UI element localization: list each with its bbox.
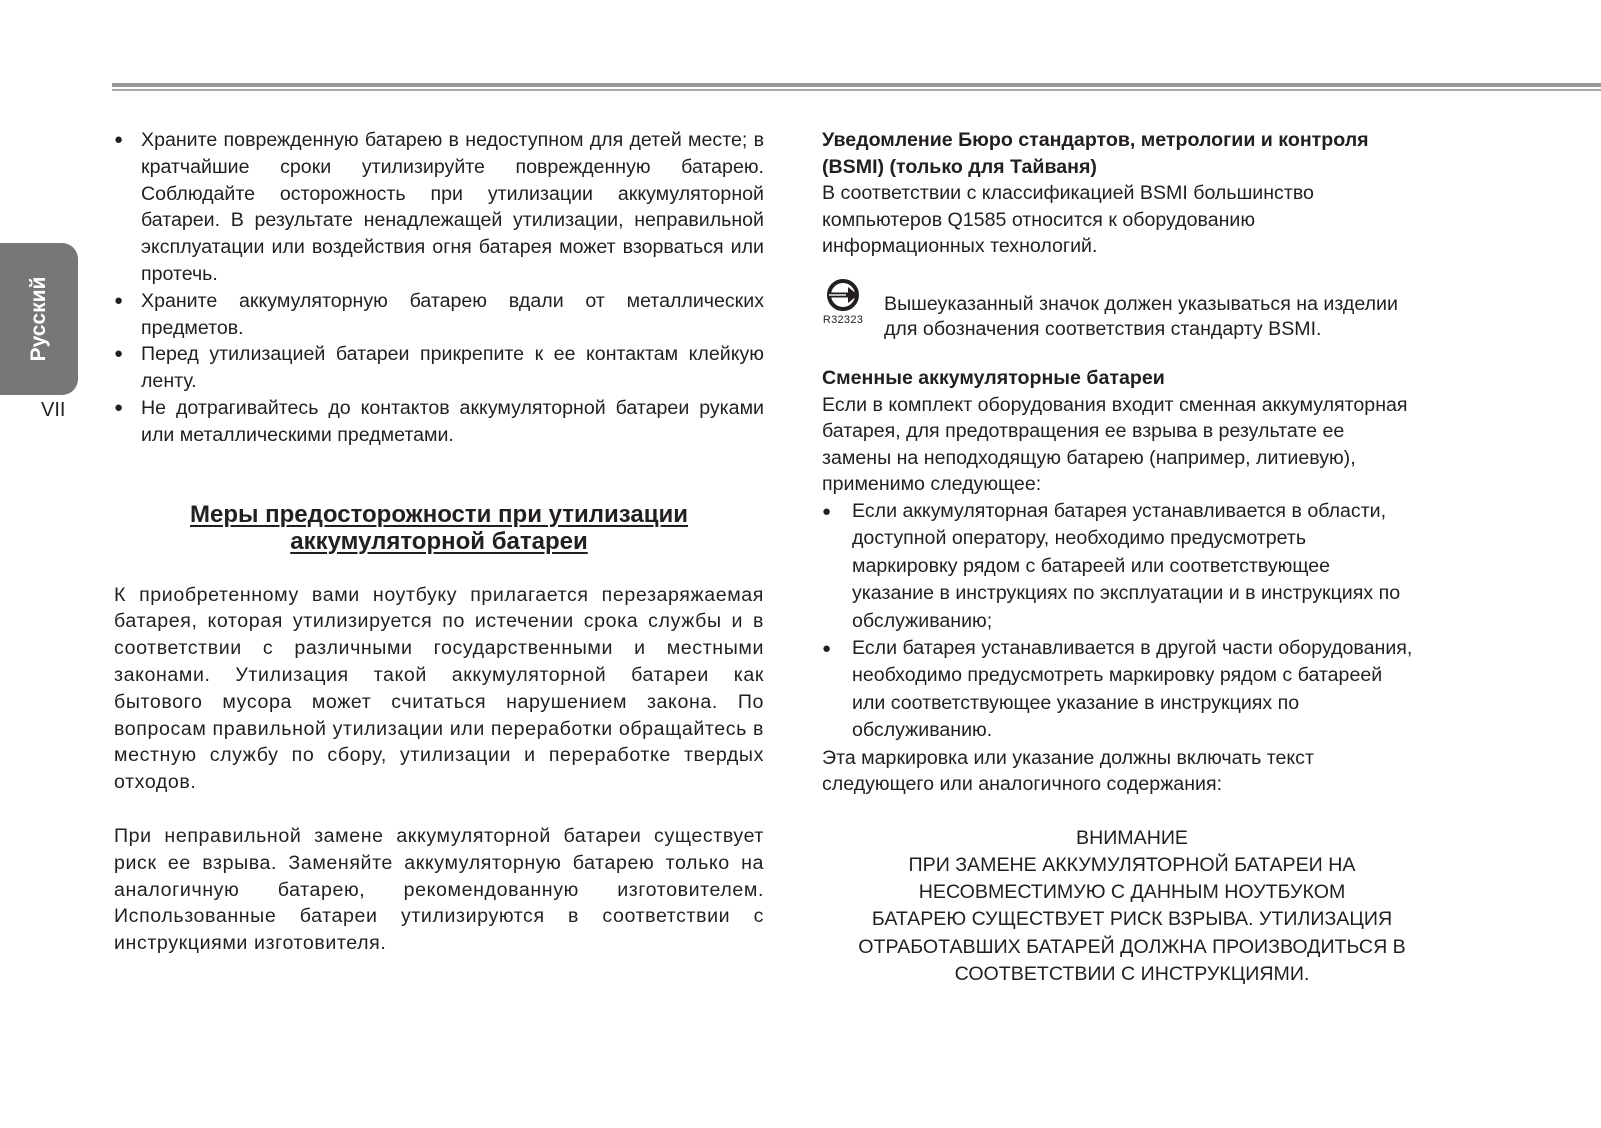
language-tab-label: Русский <box>27 276 50 362</box>
bullet-icon: ● <box>822 502 832 520</box>
bsmi-heading: Уведомление Бюро стандартов, метрологии и контроля (BSMI) (только для Тайваня) <box>822 129 1369 178</box>
language-tab <box>0 243 78 395</box>
bullet-icon: ● <box>114 345 124 363</box>
battery-section <box>822 365 1482 798</box>
list-item: ● Если аккумуляторная батарея устанавливается в области, доступной оператору, необходимо предусмотреть маркировку рядом с батареей или соответствующее указание в инструкциях по эксплуатации и в инструкциях по обслуживанию; <box>822 499 1401 632</box>
replacement-paragraph: При неправильной замене аккумуляторной батареи существует риск ее взрыва. Заменяйте аккумуляторную батарею только на аналогичную батарею, рекомендованную изготовителем. Использованные батареи утилизируются в соответствии с инструкциями изготовителя. <box>114 824 764 955</box>
bsmi-code: R32323 <box>822 313 864 326</box>
safety-bullet-list <box>114 127 764 449</box>
header-rule-thin <box>112 89 1601 91</box>
battery-heading: Сменные аккумуляторные батареи <box>822 366 1165 389</box>
battery-body: Если в комплект оборудования входит сменная аккумуляторная батарея, для предотвращения ее взрыва в результате ее замены на неподходящую батарею (например, литиевую), применимо следующее: <box>822 393 1408 496</box>
bsmi-mark <box>818 278 868 326</box>
bsmi-mark-row <box>822 278 1482 342</box>
list-item: ● Не дотрагивайтесь до контактов аккумуляторной батареи руками или металлическими предметами. <box>114 396 764 446</box>
warning-block: ВНИМАНИЕ ПРИ ЗАМЕНЕ АККУМУЛЯТОРНОЙ БАТАРЕИ НА НЕСОВМЕСТИМУЮ С ДАННЫМ НОУТБУКОМ БАТАРЕЮ СУЩЕСТВУЕТ РИСК ВЗРЫВА. УТИЛИЗАЦИЯ ОТРАБОТАВШИХ БАТАРЕЙ ДОЛЖНА ПРОИЗВОДИТЬСЯ В СООТВЕТСТВИИ С ИНСТРУКЦИЯМИ. <box>822 825 1482 988</box>
left-column <box>114 127 764 957</box>
bullet-icon: ● <box>114 398 124 416</box>
bullet-icon: ● <box>114 291 124 309</box>
bsmi-body: В соответствии с классификацией BSMI большинство компьютеров Q1585 относится к оборудованию информационных технологий. <box>822 182 1314 258</box>
bullet-icon: ● <box>114 131 124 148</box>
list-item: ● Храните аккумуляторную батарею вдали от металлических предметов. <box>114 289 764 339</box>
right-column <box>822 127 1482 988</box>
closing-text: Эта маркировка или указание должны включать текст следующего или аналогичного содержания: <box>822 746 1314 796</box>
list-item: ● Если батарея устанавливается в другой части оборудования, необходимо предусмотреть маркировку рядом с батареей или соответствующее указание в инструкциях по обслуживанию. <box>822 636 1413 742</box>
page-number: VII <box>41 399 66 421</box>
warning-title: ВНИМАНИЕ <box>1076 826 1188 849</box>
battery-bullet-list <box>822 498 1482 745</box>
disposal-paragraph: К приобретенному вами ноутбуку прилагается перезаряжаемая батарея, которая утилизируется по истечении срока службы и в соответствии с различными государственными и местными законами. Утилизация такой аккумуляторной батареи как бытового мусора может считаться нарушением закона. По вопросам правильной утилизации или переработки обращайтесь в местную службу по сбору, утилизации и переработке твердых отходов. <box>114 583 765 794</box>
section-heading: Меры предосторожности при утилизации аккумуляторной батареи <box>189 500 689 555</box>
bsmi-note: Вышеуказанный значок должен указываться на изделии для обозначения соответствия стандарту BSMI. <box>884 292 1398 340</box>
bsmi-mark-icon <box>826 278 860 312</box>
list-item: ● Храните поврежденную батарею в недоступном для детей месте; в кратчайшие сроки утилизируйте поврежденную батарею. Соблюдайте осторожность при утилизации аккумуляторной батареи. В результате ненадлежащей утилизации, неправильной эксплуатации или воздействия огня батарея может взорваться или протечь. <box>114 129 764 285</box>
header-rule-thick <box>112 83 1601 87</box>
list-item: ● Перед утилизацией батареи прикрепите к ее контактам клейкую ленту. <box>114 343 764 393</box>
bullet-icon: ● <box>822 639 832 657</box>
